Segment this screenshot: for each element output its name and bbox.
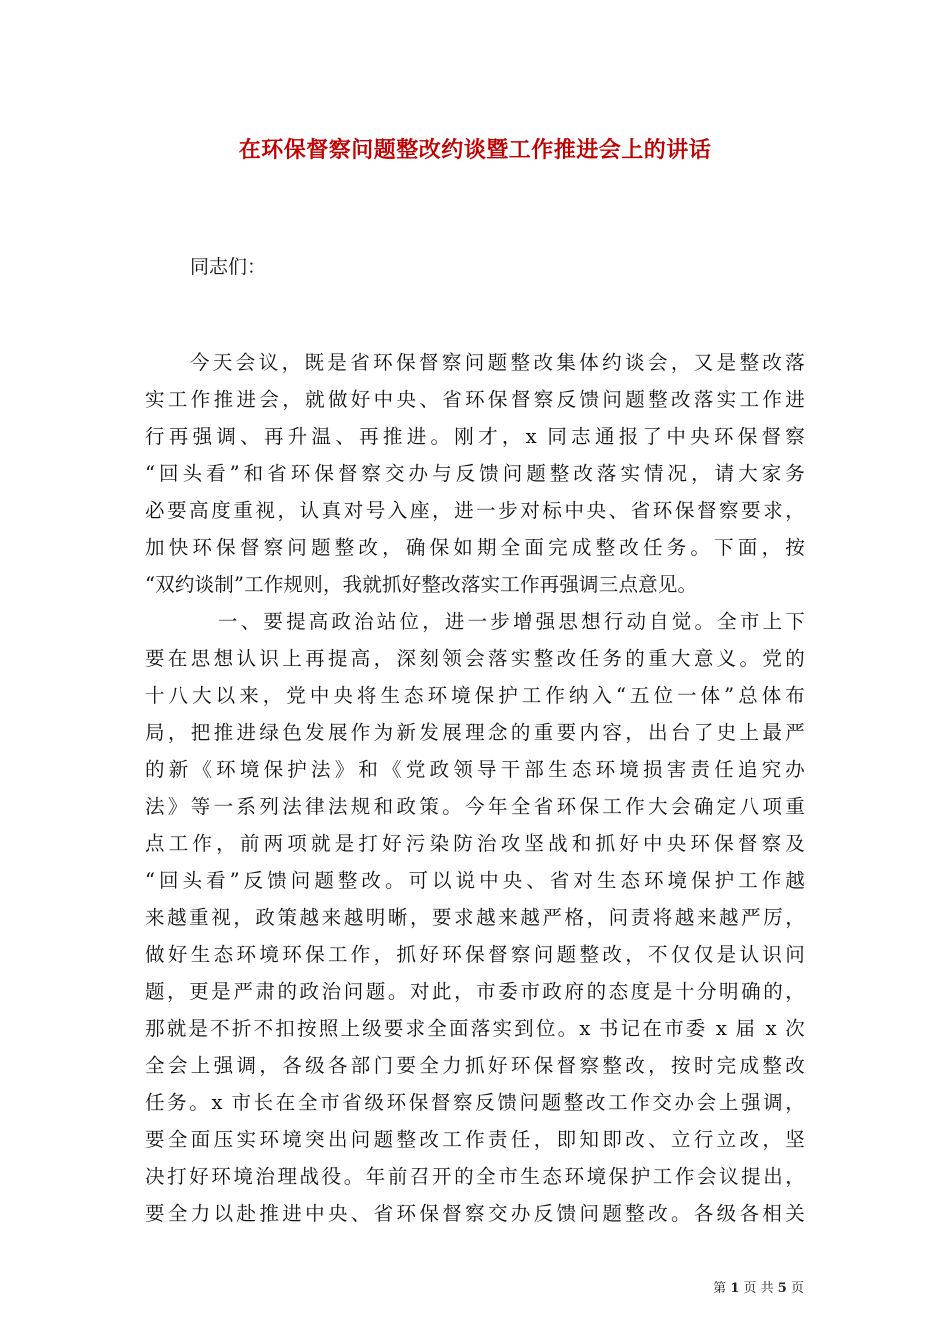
footer-suffix: 页 [790, 1281, 804, 1296]
section-heading-line: 一、要提高政治站位，进一步增强思想行动自觉。全市上下 [218, 610, 805, 633]
total-page-number: 5 [777, 1281, 787, 1296]
text-line: 加快环保督察问题整改，确保如期全面完成整改任务。下面，按 [145, 536, 805, 559]
footer-middle: 页 共 [743, 1281, 774, 1296]
text-line: 全会上强调，各级各部门要全力抓好环保督察整改，按时完成整改 [145, 1054, 805, 1077]
text-line: 十八大以来，党中央将生态环境保护工作纳入“五位一体”总体布 [145, 684, 805, 707]
text-line: 来越重视，政策越来越明晰，要求越来越严格，问责将越来越严厉， [145, 906, 805, 929]
document-title: 在环保督察问题整改约谈暨工作推进会上的讲话 [238, 137, 712, 163]
text-line: 那就是不折不扣按照上级要求全面落实到位。x 书记在市委 x 届 x 次 [145, 1017, 805, 1040]
text-line: 题，更是严肃的政治问题。对此，市委市政府的态度是十分明确的， [145, 980, 805, 1003]
document-body [145, 344, 805, 1232]
text-line: 今天会议，既是省环保督察问题整改集体约谈会，又是整改落 [190, 351, 805, 374]
text-line: 做好生态环境环保工作，抓好环保督察问题整改，不仅仅是认识问 [145, 943, 805, 966]
text-line: “双约谈制”工作规则，我就抓好整改落实工作再强调三点意见。 [145, 573, 698, 596]
page-number-footer [713, 1277, 804, 1296]
text-line: 实工作推进会，就做好中央、省环保督察反馈问题整改落实工作进 [145, 388, 805, 411]
footer-prefix: 第 [713, 1281, 727, 1296]
text-line: 决打好环境治理战役。年前召开的全市生态环境保护工作会议提出， [145, 1165, 805, 1188]
text-line: 要在思想认识上再提高，深刻领会落实整改任务的重大意义。党的 [145, 647, 805, 670]
text-line: 法》等一系列法律法规和政策。今年全省环保工作大会确定八项重 [145, 795, 805, 818]
salutation: 同志们： [190, 256, 267, 278]
text-line: 要全面压实环境突出问题整改工作责任，即知即改、立行立改，坚 [145, 1128, 805, 1151]
text-line: “回头看”和省环保督察交办与反馈问题整改落实情况，请大家务 [145, 462, 805, 485]
current-page-number: 1 [730, 1281, 740, 1296]
text-line: 任务。x 市长在全市省级环保督察反馈问题整改工作交办会上强调， [145, 1091, 805, 1114]
text-line: “回头看”反馈问题整改。可以说中央、省对生态环境保护工作越 [145, 869, 805, 892]
text-line: 必要高度重视，认真对号入座，进一步对标中央、省环保督察要求， [145, 499, 805, 522]
text-line: 局，把推进绿色发展作为新发展理念的重要内容，出台了史上最严 [145, 721, 805, 744]
text-line: 行再强调、再升温、再推进。刚才，x 同志通报了中央环保督察 [145, 425, 805, 448]
text-line: 点工作，前两项就是打好污染防治攻坚战和抓好中央环保督察及 [145, 832, 805, 855]
text-line: 要全力以赴推进中央、省环保督察交办反馈问题整改。各级各相关 [145, 1202, 805, 1225]
text-line: 的新《环境保护法》和《党政领导干部生态环境损害责任追究办 [145, 758, 805, 781]
